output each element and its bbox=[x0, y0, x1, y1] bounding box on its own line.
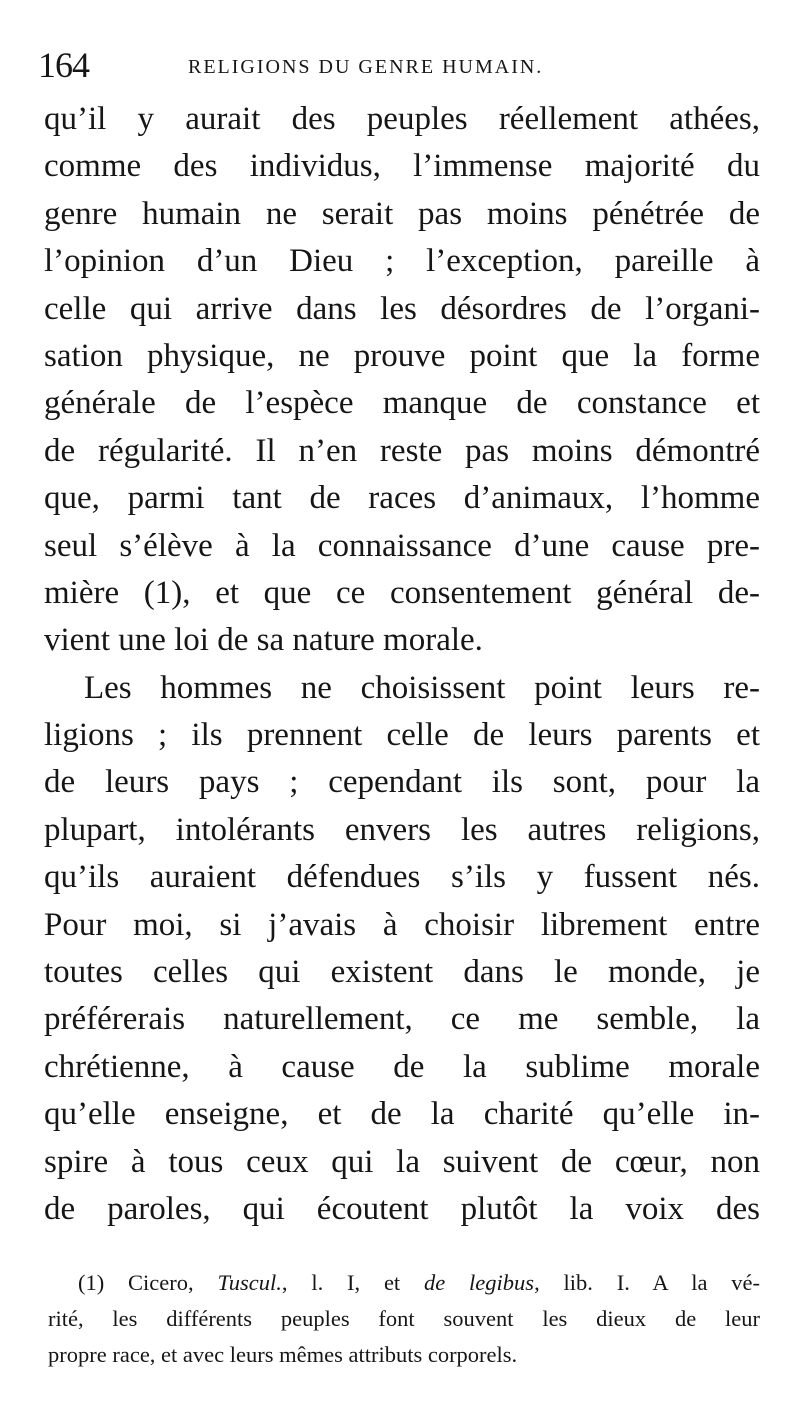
text-line: comme des individus, l’immense majorité du bbox=[44, 148, 760, 185]
footnote-line: propre race, et avec leurs mêmes attributs corporels. bbox=[48, 1342, 518, 1367]
text-line: générale de l’espèce manque de constance et bbox=[44, 385, 760, 422]
footnote-work-title: de legibus bbox=[424, 1270, 535, 1295]
footnote bbox=[48, 1265, 760, 1373]
footnote-line: rité, les différents peuples font souvent les dieux de leur bbox=[48, 1306, 760, 1331]
footnote-line bbox=[48, 1265, 760, 1301]
text-line: toutes celles qui existent dans le monde, je bbox=[44, 954, 760, 991]
text-line: sation physique, ne prouve point que la forme bbox=[44, 337, 760, 374]
footnote-text: , l. I, et bbox=[281, 1270, 424, 1295]
text-line: qu’elle enseigne, et de la charité qu’elle in- bbox=[44, 1096, 760, 1133]
text-line: chrétienne, à cause de la sublime morale bbox=[44, 1048, 760, 1085]
text-line: celle qui arrive dans les désordres de l’organi- bbox=[44, 290, 760, 327]
text-line: genre humain ne serait pas moins pénétrée de bbox=[44, 195, 760, 232]
footnote-text: , lib. I. A la vé- bbox=[534, 1270, 760, 1295]
page-number: 164 bbox=[38, 45, 89, 85]
text-line: Les hommes ne choisissent point leurs re- bbox=[84, 669, 760, 706]
text-line: de leurs pays ; cependant ils sont, pour la bbox=[44, 764, 760, 801]
text-line: Pour moi, si j’avais à choisir librement entre bbox=[44, 906, 760, 943]
text-line: préférerais naturellement, ce me semble, la bbox=[44, 1001, 760, 1038]
text-line: que, parmi tant de races d’animaux, l’homme bbox=[44, 480, 760, 517]
page-header bbox=[38, 44, 760, 84]
text-line: plupart, intolérants envers les autres religions, bbox=[44, 811, 760, 848]
footnote-marker: (1) Cicero, bbox=[78, 1270, 218, 1295]
body-text bbox=[44, 96, 760, 1233]
text-line: vient une loi de sa nature morale. bbox=[44, 622, 483, 659]
text-line: qu’il y aurait des peuples réellement athées, bbox=[44, 101, 760, 137]
text-line: l’opinion d’un Dieu ; l’exception, pareille à bbox=[44, 243, 760, 280]
text-line: ligions ; ils prennent celle de leurs parents et bbox=[44, 717, 760, 754]
text-line: seul s’élève à la connaissance d’une cause pre- bbox=[44, 527, 760, 564]
text-line: spire à tous ceux qui la suivent de cœur, non bbox=[44, 1143, 760, 1180]
text-line: de paroles, qui écoutent plutôt la voix des bbox=[44, 1190, 760, 1227]
footnote-work-title: Tuscul. bbox=[217, 1270, 282, 1295]
text-line: qu’ils auraient défendues s’ils y fussent nés. bbox=[44, 859, 760, 896]
running-title: RELIGIONS DU GENRE HUMAIN. bbox=[188, 56, 544, 78]
text-line: de régularité. Il n’en reste pas moins démontré bbox=[44, 432, 760, 469]
text-line: mière (1), et que ce consentement général de- bbox=[44, 574, 760, 611]
